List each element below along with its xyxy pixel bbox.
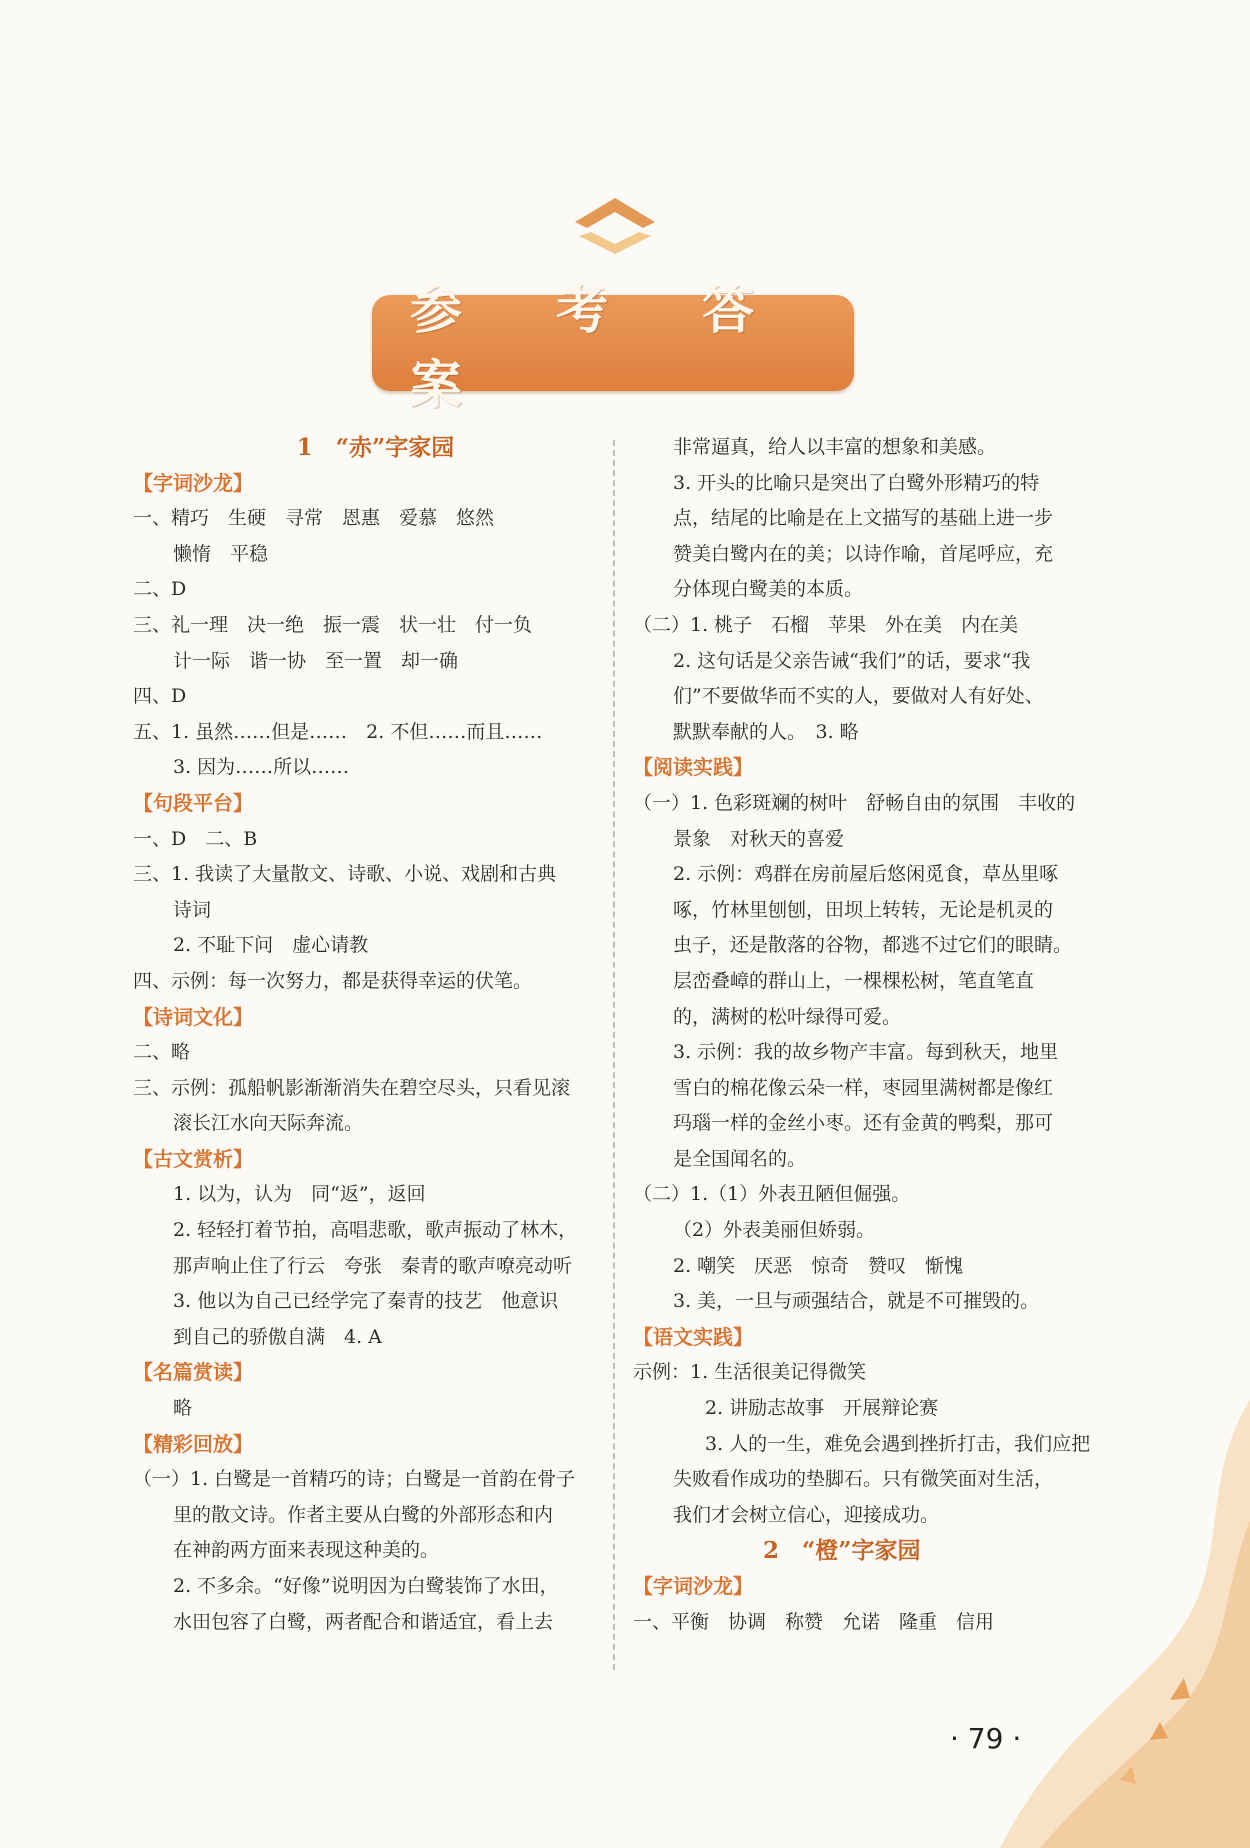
answer-line: 1. 以为，认为 同“返”，返回 bbox=[173, 1183, 426, 1206]
left-column bbox=[133, 430, 598, 1640]
answer-line: （一）1. 色彩斑斓的树叶 舒畅自由的氛围 丰收的 bbox=[633, 791, 1076, 814]
answer-line: （2）外表美丽但娇弱。 bbox=[673, 1219, 876, 1242]
page-title: 参 考 答 案 bbox=[410, 280, 793, 416]
answer-line: 五、1. 虽然……但是…… 2. 不但……而且…… bbox=[133, 720, 543, 743]
answer-line: （二）1.（1）外表丑陋但倔强。 bbox=[633, 1183, 911, 1206]
answer-line: 玛瑙一样的金丝小枣。还有金黄的鸭梨，那可 bbox=[673, 1112, 1054, 1135]
answer-line: 我们才会树立信心，迎接成功。 bbox=[673, 1503, 940, 1526]
answer-line: 2. 讲励志故事 开展辩论赛 bbox=[705, 1397, 939, 1420]
answer-line: 里的散文诗。作者主要从白鹭的外部形态和内 bbox=[173, 1503, 554, 1526]
answer-line: 略 bbox=[173, 1397, 193, 1420]
answer-line: 失败看作成功的垫脚石。只有微笑面对生活， bbox=[673, 1468, 1054, 1491]
section-header: 【句段平台】 bbox=[133, 790, 253, 815]
answer-line: 3. 开头的比喻只是突出了白鹭外形精巧的特 bbox=[673, 471, 1040, 494]
answer-line: 3. 他以为自己已经学完了秦青的技艺 他意识 bbox=[173, 1290, 559, 1313]
answer-line: 二、略 bbox=[133, 1041, 191, 1064]
answer-line: 2. 这句话是父亲告诫“我们”的话，要求“我 bbox=[673, 649, 1031, 672]
answer-line: （二）1. 桃子 石榴 苹果 外在美 内在美 bbox=[633, 613, 1019, 636]
section-header: 【精彩回放】 bbox=[133, 1431, 253, 1456]
chevron-ornament-icon bbox=[565, 190, 665, 258]
page-number: · 79 · bbox=[950, 1722, 1022, 1755]
answer-line: 一、D 二、B bbox=[133, 827, 258, 850]
section-header: 【字词沙龙】 bbox=[633, 1574, 753, 1598]
section-header: 【名篇赏读】 bbox=[133, 1360, 253, 1385]
answer-line: 3. 示例：我的故乡物产丰富。每到秋天，地里 bbox=[673, 1041, 1059, 1064]
answer-line: 点，结尾的比喻是在上文描写的基础上进一步 bbox=[673, 507, 1054, 530]
answer-line: 懒惰 平稳 bbox=[173, 542, 269, 565]
section-header: 【古文赏析】 bbox=[133, 1146, 253, 1171]
answer-line: 四、示例：每一次努力，都是获得幸运的伏笔。 bbox=[133, 969, 533, 992]
answer-line: 计一际 谐一协 至一置 却一确 bbox=[173, 649, 459, 672]
answer-line: 水田包容了白鹭，两者配合和谐适宜，看上去 bbox=[173, 1610, 554, 1633]
answer-line: 2. 轻轻打着节拍，高唱悲歌，歌声振动了林木， bbox=[173, 1219, 578, 1242]
page-title-banner bbox=[372, 280, 854, 416]
answer-line: 雪白的棉花像云朵一样，枣园里满树都是像红 bbox=[673, 1076, 1054, 1099]
answer-line: 诗词 bbox=[173, 898, 212, 921]
answer-line: 二、D bbox=[133, 578, 187, 601]
answer-line: 景象 对秋天的喜爱 bbox=[673, 827, 845, 850]
answer-line: 赞美白鹭内在的美；以诗作喻，首尾呼应，充 bbox=[673, 542, 1054, 565]
answer-line: 的，满树的松叶绿得可爱。 bbox=[673, 1005, 902, 1028]
answer-line: 在神韵两方面来表现这种美的。 bbox=[173, 1539, 440, 1562]
answer-line: 啄，竹林里刨刨，田坝上转转，无论是机灵的 bbox=[673, 898, 1054, 921]
chapter-title: 1 “赤”字家园 bbox=[296, 434, 455, 461]
answer-line: 默默奉献的人。 3. 略 bbox=[673, 720, 859, 743]
answer-line: 到自己的骄傲自满 4. A bbox=[173, 1325, 382, 1348]
answer-line: 虫子，还是散落的谷物，都逃不过它们的眼睛。 bbox=[673, 934, 1073, 957]
answer-line: 那声响止住了行云 夸张 秦青的歌声嘹亮动听 bbox=[173, 1254, 573, 1277]
answer-line: 示例：1. 生活很美记得微笑 bbox=[633, 1361, 867, 1384]
answer-line: 2. 嘲笑 厌恶 惊奇 赞叹 惭愧 bbox=[673, 1254, 964, 1277]
answer-line: 2. 不多余。“好像”说明因为白鹭装饰了水田， bbox=[173, 1575, 559, 1597]
answer-line: 是全国闻名的。 bbox=[673, 1147, 807, 1170]
corner-swoosh-decoration bbox=[1000, 1400, 1250, 1848]
answer-line: 三、礼一理 决一绝 振一震 状一壮 付一负 bbox=[133, 613, 533, 636]
answer-line: 三、1. 我读了大量散文、诗歌、小说、戏剧和古典 bbox=[133, 863, 557, 886]
answer-line: 分体现白鹭美的本质。 bbox=[673, 578, 864, 601]
answer-line: 一、平衡 协调 称赞 允诺 隆重 信用 bbox=[633, 1610, 995, 1633]
section-header: 【阅读实践】 bbox=[633, 755, 753, 780]
section-header: 【字词沙龙】 bbox=[133, 470, 253, 495]
section-header: 【诗词文化】 bbox=[133, 1004, 253, 1029]
answer-line: 3. 美，一旦与顽强结合，就是不可摧毁的。 bbox=[673, 1290, 1040, 1313]
answer-line: 2. 示例：鸡群在房前屋后悠闲觅食，草丛里啄 bbox=[673, 863, 1059, 886]
answer-line: 2. 不耻下问 虚心请教 bbox=[173, 934, 369, 957]
answer-line: 3. 因为……所以…… bbox=[173, 756, 350, 779]
answer-line: 滚长江水向天际奔流。 bbox=[173, 1112, 364, 1135]
column-divider bbox=[613, 440, 615, 1670]
answer-line: 非常逼真，给人以丰富的想象和美感。 bbox=[673, 436, 997, 458]
answer-line: 层峦叠嶂的群山上，一棵棵松树，笔直笔直 bbox=[673, 969, 1035, 992]
answer-line: 们”不要做华而不实的人，要做对人有好处、 bbox=[673, 685, 1044, 708]
answer-line: 3. 人的一生，难免会遇到挫折打击，我们应把 bbox=[705, 1432, 1091, 1455]
answer-line: （一）1. 白鹭是一首精巧的诗；白鹭是一首韵在骨子 bbox=[133, 1468, 576, 1491]
answer-line: 一、精巧 生硬 寻常 恩惠 爱慕 悠然 bbox=[133, 507, 495, 530]
section-header: 【语文实践】 bbox=[633, 1324, 753, 1349]
answer-line: 四、D bbox=[133, 685, 187, 708]
answer-line: 三、示例：孤船帆影渐渐消失在碧空尽头，只看见滚 bbox=[133, 1076, 571, 1099]
chapter-title: 2 “橙”字家园 bbox=[763, 1537, 921, 1565]
